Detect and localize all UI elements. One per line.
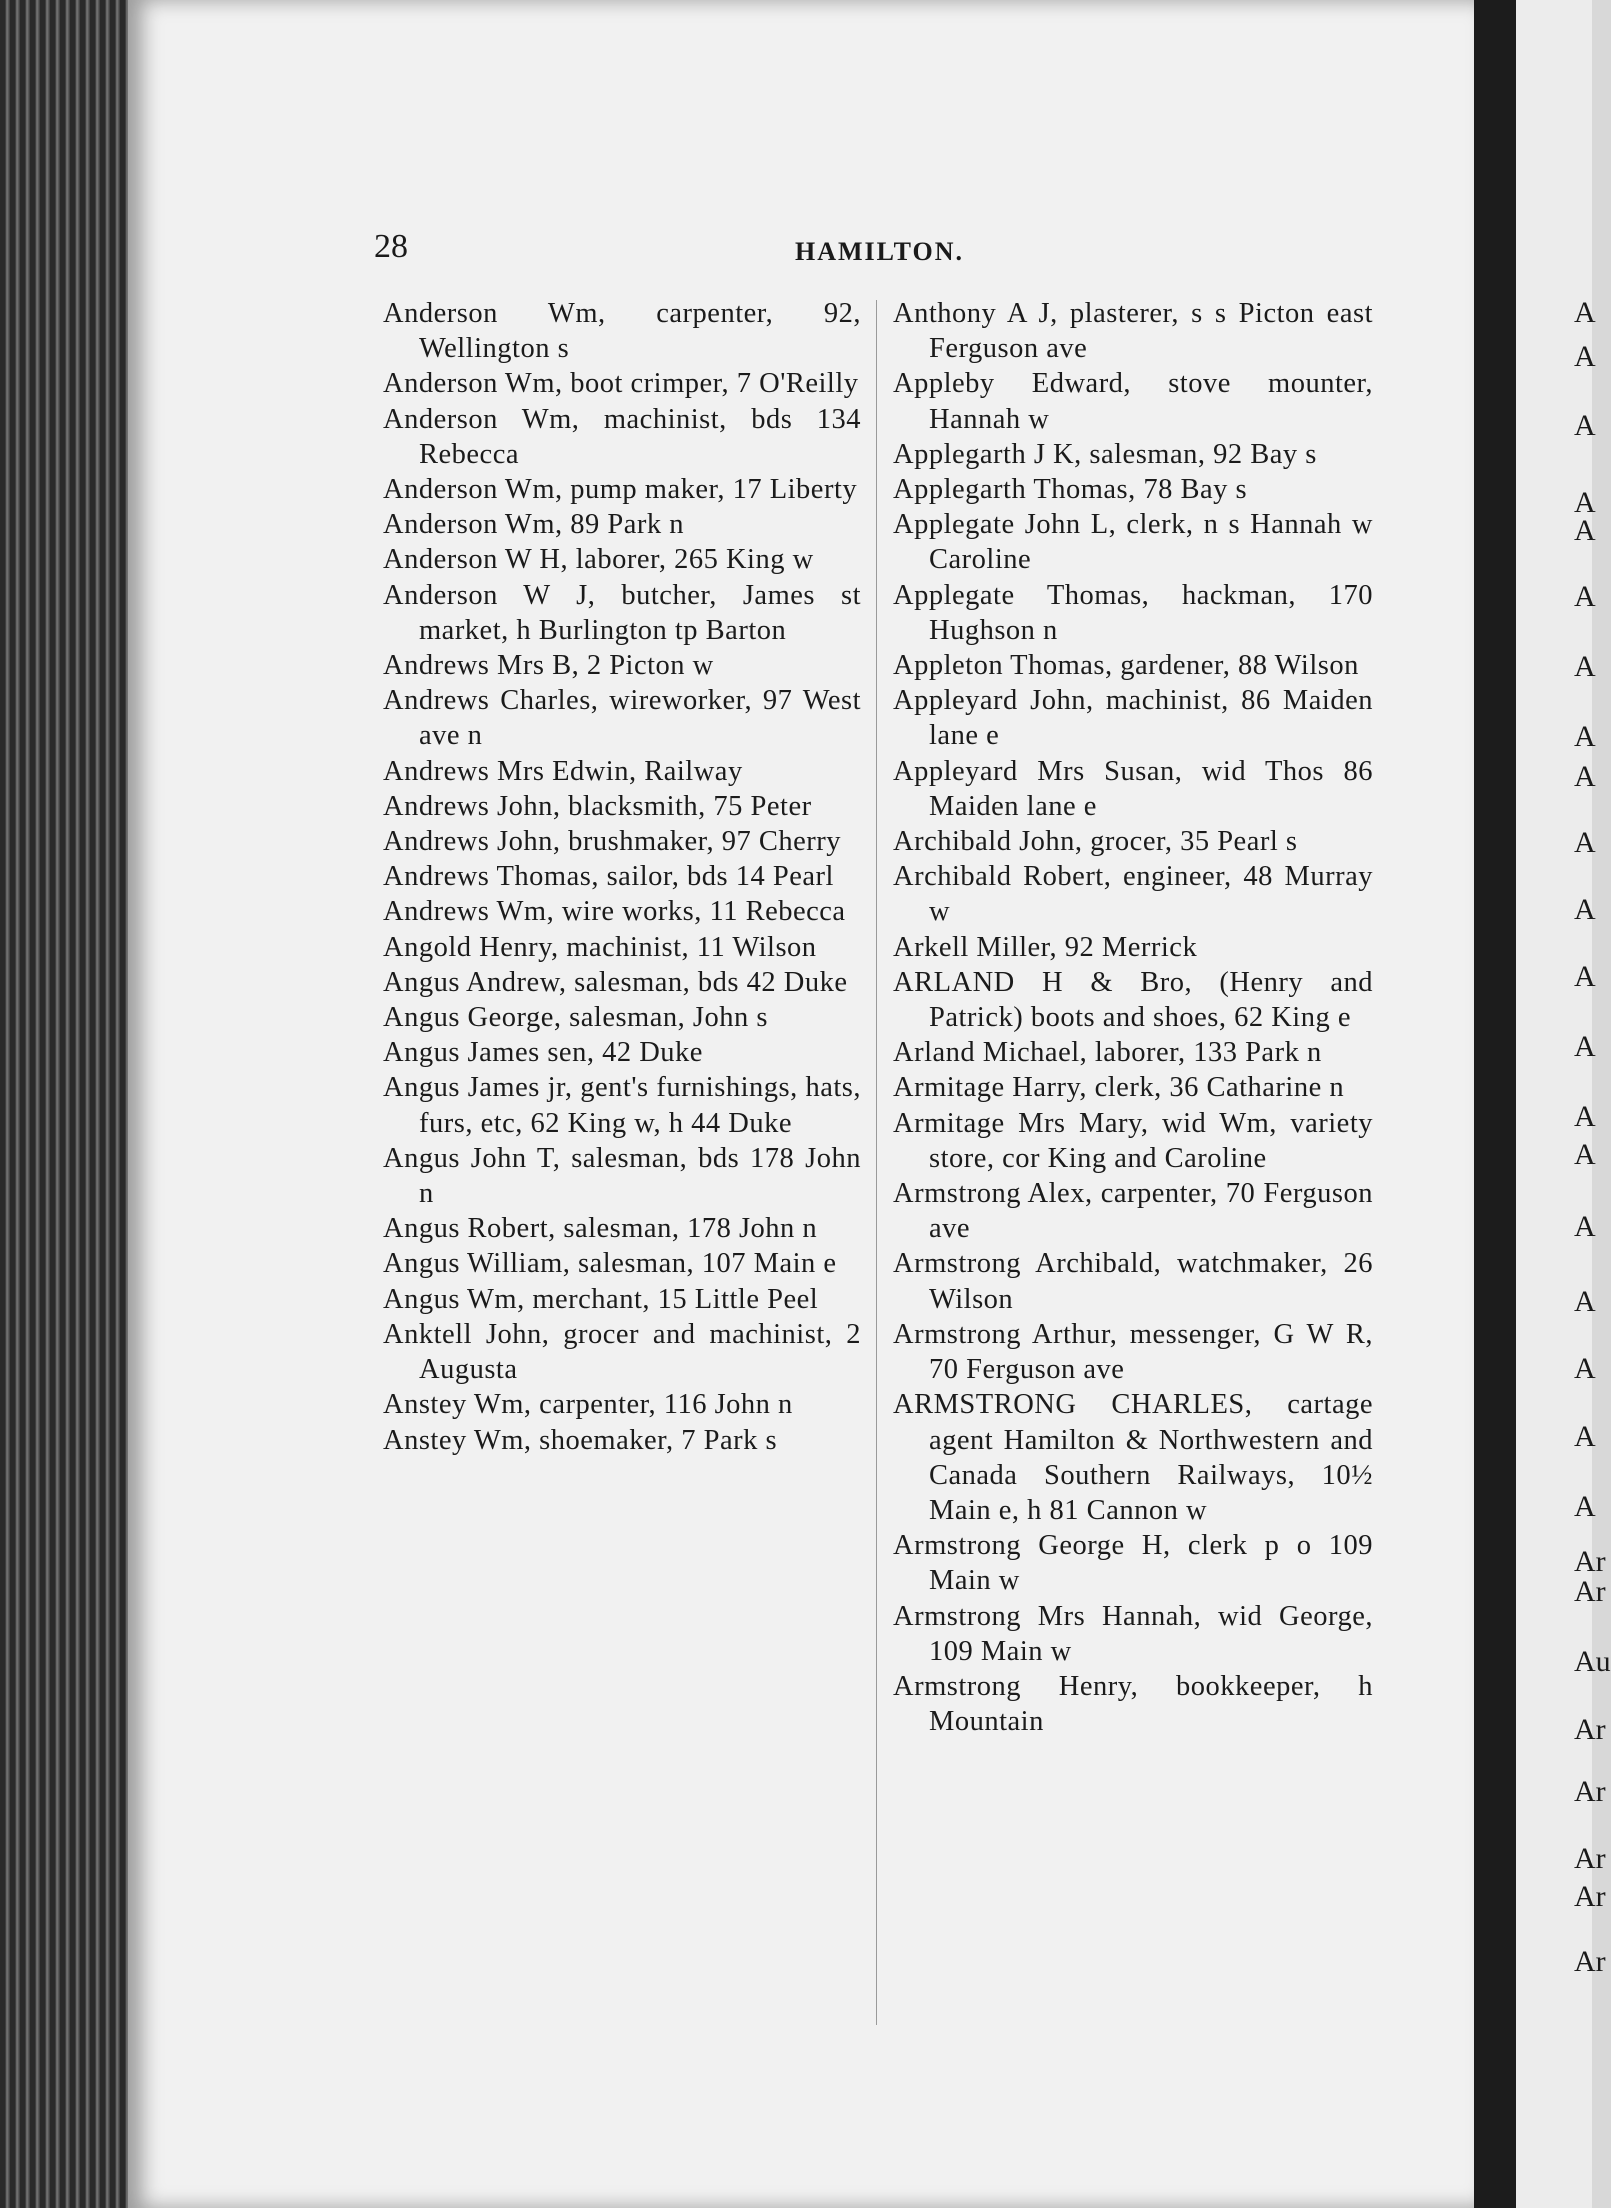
next-page-letter: A: [1574, 826, 1596, 859]
book-edge: [0, 0, 140, 2208]
page-number: 28: [374, 228, 408, 265]
directory-entry: Andrews Mrs Edwin, Railway: [383, 755, 743, 787]
directory-entry: Anderson Wm, boot crimper, 7 O'Reilly: [383, 368, 859, 400]
next-page-letter: A: [1574, 340, 1596, 373]
left-column: [383, 296, 861, 1458]
directory-entry: Anthony A J, plasterer, s s Picton east Ferguson ave: [893, 298, 1373, 365]
column-divider: [876, 300, 877, 2025]
directory-entry: Armstrong George H, clerk p o 109 Main w: [893, 1530, 1373, 1597]
directory-entry: Armitage Harry, clerk, 36 Catharine n: [893, 1072, 1345, 1104]
directory-entry: Appleyard Mrs Susan, wid Thos 86 Maiden lane e: [893, 755, 1373, 822]
directory-entry: Andrews Wm, wire works, 11 Rebecca: [383, 896, 846, 928]
directory-entry: Applegarth Thomas, 78 Bay s: [893, 474, 1248, 506]
directory-entry: Anderson Wm, machinist, bds 134 Rebecca: [383, 403, 861, 470]
next-page-letter: Ar: [1574, 1775, 1606, 1808]
directory-entry: Angus James jr, gent's furnishings, hats, furs, etc, 62 King w, h 44 Duke: [383, 1072, 861, 1139]
next-page-letter: Ar: [1574, 1575, 1606, 1608]
directory-entry: Andrews Thomas, sailor, bds 14 Pearl: [383, 861, 834, 893]
directory-entry: Andrews John, brushmaker, 97 Cherry: [383, 826, 842, 858]
directory-entry: Arkell Miller, 92 Merrick: [893, 931, 1198, 963]
next-page-letter: A: [1574, 960, 1596, 993]
right-column: [893, 296, 1373, 1739]
directory-entry: Anderson Wm, carpenter, 92, Wellington s: [383, 298, 861, 365]
next-page-letter: A: [1574, 1138, 1596, 1171]
next-page-letter: A: [1574, 486, 1596, 519]
directory-entry: Anderson W J, butcher, James st market, h Burlington tp Barton: [383, 579, 861, 646]
next-page-letter: A: [1574, 650, 1596, 683]
page-title: HAMILTON.: [795, 237, 964, 266]
directory-entry: Angus Robert, salesman, 178 John n: [383, 1213, 818, 1245]
directory-entry: Angus George, salesman, John s: [383, 1002, 768, 1034]
directory-entry: Archibald Robert, engineer, 48 Murray w: [893, 861, 1373, 928]
directory-entry: Appleton Thomas, gardener, 88 Wilson: [893, 650, 1359, 682]
directory-entry: ARMSTRONG CHARLES, cartage agent Hamilton & Northwestern and Canada Southern Railways, 10½ Main e, h 81 Cannon w: [893, 1389, 1373, 1526]
page-gutter: [1474, 0, 1516, 2208]
next-page-letter: A: [1574, 1210, 1596, 1243]
directory-entry: Anderson Wm, 89 Park n: [383, 509, 684, 541]
next-page-letter: Au: [1574, 1645, 1611, 1678]
directory-entry: Angus William, salesman, 107 Main e: [383, 1248, 837, 1280]
next-page-letter: A: [1574, 720, 1596, 753]
directory-entry: ARLAND H & Bro, (Henry and Patrick) boots and shoes, 62 King e: [893, 966, 1373, 1034]
next-page-letter: Ar: [1574, 1545, 1606, 1578]
next-page-letter: A: [1574, 1352, 1596, 1385]
directory-entry: Arland Michael, laborer, 133 Park n: [893, 1037, 1322, 1069]
directory-entry: Angus Wm, merchant, 15 Little Peel: [383, 1283, 819, 1315]
directory-entry: Angus Andrew, salesman, bds 42 Duke: [383, 966, 848, 998]
next-page-letter: Ar: [1574, 1713, 1606, 1746]
next-page-letter: A: [1574, 1420, 1596, 1453]
directory-entry: Andrews Mrs B, 2 Picton w: [383, 650, 714, 682]
directory-entry: Anstey Wm, shoemaker, 7 Park s: [383, 1424, 778, 1456]
directory-entry: Anderson W H, laborer, 265 King w: [383, 544, 814, 576]
directory-entry: Angus John T, salesman, bds 178 John n: [383, 1142, 861, 1210]
directory-entry: Armstrong Alex, carpenter, 70 Ferguson ave: [893, 1178, 1373, 1245]
next-page-letter: A: [1574, 409, 1596, 442]
directory-entry: Anstey Wm, carpenter, 116 John n: [383, 1389, 793, 1421]
directory-entry: Armitage Mrs Mary, wid Wm, variety store, cor King and Caroline: [893, 1107, 1373, 1174]
directory-entry: Archibald John, grocer, 35 Pearl s: [893, 826, 1298, 858]
directory-entry: Applegate Thomas, hackman, 170 Hughson n: [893, 579, 1373, 646]
directory-entry: Andrews Charles, wireworker, 97 West ave n: [383, 685, 861, 752]
directory-entry: Appleby Edward, stove mounter, Hannah w: [893, 368, 1373, 435]
directory-entry: Armstrong Henry, bookkeeper, h Mountain: [893, 1670, 1373, 1738]
next-page-letter: A: [1574, 580, 1596, 613]
next-page-letter: Ar: [1574, 1842, 1606, 1875]
directory-entry: Armstrong Arthur, messenger, G W R, 70 Ferguson ave: [893, 1318, 1373, 1386]
next-page-letter: A: [1574, 1030, 1596, 1063]
directory-entry: Angus James sen, 42 Duke: [383, 1037, 703, 1069]
next-page-letter: A: [1574, 1285, 1596, 1318]
directory-entry: Andrews John, blacksmith, 75 Peter: [383, 790, 812, 822]
next-page-letter: A: [1574, 760, 1596, 793]
next-page-letter: Ar: [1574, 1945, 1606, 1978]
directory-entry: Anderson Wm, pump maker, 17 Liberty: [383, 474, 858, 506]
directory-entry: Armstrong Archibald, watchmaker, 26 Wilson: [893, 1248, 1373, 1315]
directory-entry: Anktell John, grocer and machinist, 2 Augusta: [383, 1318, 861, 1386]
directory-entry: Angold Henry, machinist, 11 Wilson: [383, 931, 817, 963]
next-page-letter: A: [1574, 1100, 1596, 1133]
next-page-letter: A: [1574, 1490, 1596, 1523]
directory-entry: Applegate John L, clerk, n s Hannah w Caroline: [893, 509, 1373, 576]
directory-entry: Applegarth J K, salesman, 92 Bay s: [893, 438, 1317, 470]
next-page-strip: [1516, 0, 1611, 2208]
next-page-letter: A: [1574, 296, 1596, 329]
next-page-letter: A: [1574, 514, 1596, 547]
next-page-letter: Ar: [1574, 1880, 1606, 1913]
next-page-letter: A: [1574, 893, 1596, 926]
directory-entry: Armstrong Mrs Hannah, wid George, 109 Main w: [893, 1600, 1373, 1667]
directory-entry: Appleyard John, machinist, 86 Maiden lane e: [893, 685, 1373, 752]
